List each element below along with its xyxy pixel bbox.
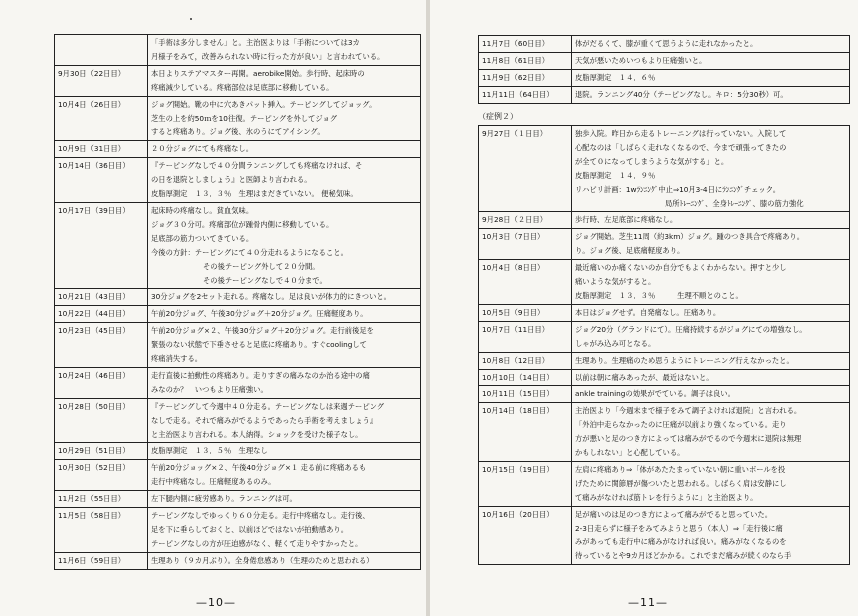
log-line: 午前20分ジョグ、午後30分ジョグ＋20分ジョグ。圧痛軽度あり。 xyxy=(151,309,368,319)
log-date: 10月11日（15日目） xyxy=(479,386,572,403)
log-line: 「手術は多分しません」と。主治医よりは「手術については3カ xyxy=(151,38,360,47)
log-line: り。ジョグ後、足底痛軽度あり。 xyxy=(575,246,685,256)
log-date: 11月2日（55日目） xyxy=(55,491,148,508)
case-label: （症例２） xyxy=(478,112,518,121)
log-row xyxy=(55,141,421,158)
log-date: 10月8日（12日目） xyxy=(479,352,572,369)
page-number-left: —10— xyxy=(196,596,236,609)
log-row xyxy=(55,202,421,288)
log-line: ２０分ジョグにても疼痛なし。 xyxy=(151,144,254,154)
log-row xyxy=(55,289,421,306)
log-entry xyxy=(148,491,421,508)
log-line: 『テーピングなしで４０分間ランニングしても疼痛なければ、そ xyxy=(151,161,363,171)
log-entry xyxy=(572,126,850,212)
log-entry xyxy=(572,506,850,565)
log-line: 2-3日走らずに様子をみてみようと思う（本人）⇒「走行後に痛 xyxy=(575,523,783,533)
log-entry xyxy=(572,386,850,403)
log-line: 30分ジョグを2セット走れる。疼痛なし。足は良いが体力的にきついと。 xyxy=(151,292,391,302)
log-date: 10月30日（52日目） xyxy=(55,460,148,491)
log-line: 以前は朝に痛みあったが、最近はないと。 xyxy=(575,372,714,382)
log-entry xyxy=(148,398,421,443)
log-date: 10月4日（26日目） xyxy=(55,96,148,141)
log-row xyxy=(55,460,421,491)
log-date: 10月5日（9日目） xyxy=(479,304,572,321)
log-line: 走行直後に拍動性の疼痛あり。走りすぎの痛みなのか治る途中の痛 xyxy=(151,370,370,380)
log-date: 11月5日（58日目） xyxy=(55,508,148,553)
log-row xyxy=(55,508,421,553)
log-entry xyxy=(148,443,421,460)
log-date: 10月9日（31日目） xyxy=(55,141,148,158)
log-row xyxy=(479,304,850,321)
log-line: 天気が悪いためいつもより圧痛強いと。 xyxy=(575,55,707,65)
log-row xyxy=(479,69,850,86)
log-line: 「外泊中走らなかったのに圧痛が以前より強くなっている。走り xyxy=(575,420,787,430)
log-line: 午前20分ジョグ×２、午後30分ジョグ＋20分ジョグ。走行前後足を xyxy=(151,326,374,336)
log-row xyxy=(479,403,850,462)
log-row xyxy=(55,158,421,203)
log-entry xyxy=(148,289,421,306)
log-date: 11月8日（61日目） xyxy=(479,52,572,69)
log-line: なしで走る。それで痛みがでるようであったら手術を考えましょう』 xyxy=(151,415,378,425)
log-line: ankle trainingの効果がでている。調子は良い。 xyxy=(575,389,735,399)
log-line: みがあっても走行中に痛みがなければ良い。痛みがなくなるのを xyxy=(575,537,787,547)
log-row xyxy=(479,369,850,386)
log-line: ジョグ20分（グランドにて）。圧痛持続するがジョグにての増強なし。 xyxy=(575,324,807,334)
log-line: 生理あり。生理痛のため思うようにトレーニング行えなかったと。 xyxy=(575,355,794,365)
log-date: 11月7日（60日目） xyxy=(479,36,572,53)
log-row xyxy=(55,65,421,96)
log-line: 独歩入院。昨日から走るトレーニングは行っていない。入院して xyxy=(575,129,787,138)
log-line: テーピングなしの方が圧迫感がなく、軽くて走りやすかったと。 xyxy=(151,538,363,548)
log-row xyxy=(479,52,850,69)
log-entry xyxy=(572,461,850,506)
log-line: 月様子をみて，改善みられない時に行った方が良い」と言われている。 xyxy=(151,51,385,61)
log-date: 10月21日（43日目） xyxy=(55,289,148,306)
log-date: 10月17日（39日目） xyxy=(55,202,148,288)
log-line: 体がだるくて、膝が重くて思うように走れなかったと。 xyxy=(575,39,758,48)
log-line: かもしれない」と心配している。 xyxy=(575,448,685,458)
log-line: と主治医より言われる。本人納得。ショックを受けた様子なし。 xyxy=(151,429,363,439)
log-entry xyxy=(572,260,850,305)
log-date: 10月15日（19日目） xyxy=(479,461,572,506)
log-line: 走行中疼痛なし。圧痛軽度あるのみ。 xyxy=(151,477,276,487)
log-date: 10月22日（44日目） xyxy=(55,306,148,323)
log-line: すると疼痛あり。ジョグ後、氷のうにてアイシング。 xyxy=(151,127,325,137)
log-entry xyxy=(572,36,850,53)
log-entry xyxy=(148,552,421,569)
log-line: 芝生の上を約50ｍを10往復。テーピングを外してジョグ xyxy=(151,113,338,123)
log-entry xyxy=(572,321,850,352)
log-line: 今後の方針：テーピングにて４０分走れるようになること。 xyxy=(151,247,348,257)
log-date: 10月14日（36日目） xyxy=(55,158,148,203)
log-row xyxy=(479,352,850,369)
log-date: 10月7日（11日目） xyxy=(479,321,572,352)
right-page xyxy=(430,0,858,616)
log-date: 11月9日（62日目） xyxy=(479,69,572,86)
log-line: 左下腿内側に疲労感あり。ランニングは可。 xyxy=(151,494,297,504)
log-line: 痛いような気がすると。 xyxy=(575,277,656,287)
log-row xyxy=(479,321,850,352)
log-date: 10月10日（14日目） xyxy=(479,369,572,386)
right-log-table-top xyxy=(478,35,850,104)
log-line: しゃがみ込み可となる。 xyxy=(575,338,656,348)
log-line: 待っているとや9カ月ほどかかる。これでまだ痛みが続くのなら手 xyxy=(575,551,792,561)
log-line: みなのか？ いつもより圧痛強い。 xyxy=(151,384,268,394)
log-entry xyxy=(148,323,421,368)
log-entry xyxy=(572,86,850,103)
log-line: 足が痛いのは足のつき方によって痛みがでると思っていた。 xyxy=(575,509,773,519)
log-row xyxy=(55,491,421,508)
log-row xyxy=(479,461,850,506)
log-date xyxy=(55,35,148,66)
log-line: 足底部の筋力ついてきている。 xyxy=(151,233,254,243)
log-entry xyxy=(572,352,850,369)
log-entry xyxy=(572,369,850,386)
log-entry xyxy=(148,202,421,288)
scan-speck xyxy=(190,18,192,20)
log-date: 9月30日（22日目） xyxy=(55,65,148,96)
log-line: リハビリ計画：1wﾗﾝﾆﾝｸﾞ中止⇒10月3-4日にﾗﾝﾆﾝｸﾞチェック。 xyxy=(575,184,781,194)
log-line: 午前20分ジョッグ×２、午後40分ジョグ×１ 走る前に疼痛あるも xyxy=(151,463,367,473)
log-entry xyxy=(572,69,850,86)
page-number-right: —11— xyxy=(628,596,668,609)
log-row xyxy=(479,260,850,305)
log-row xyxy=(479,36,850,53)
log-date: 10月3日（7日目） xyxy=(479,229,572,260)
log-line: が全て０になってしまうような気がする」と。 xyxy=(575,156,729,166)
log-entry xyxy=(148,367,421,398)
log-row xyxy=(479,229,850,260)
log-row xyxy=(55,552,421,569)
log-date: 10月4日（8日目） xyxy=(479,260,572,305)
right-log-table-case2 xyxy=(478,125,850,565)
log-entry xyxy=(148,35,421,66)
log-line: 局所ﾄﾚｰﾆﾝｸﾞ、全身ﾄﾚｰﾆﾝｸﾞ、膝の筋力強化 xyxy=(665,198,804,208)
log-row xyxy=(55,35,421,66)
log-line: その後テーピング外して２０分間。 xyxy=(203,261,320,271)
log-date: 10月14日（18日目） xyxy=(479,403,572,462)
log-date: 9月27日（１日目） xyxy=(479,126,572,212)
log-line: その後テーピングなしで４０分まで。 xyxy=(203,275,327,285)
log-line: 皮脂厚測定 １３．３％ 生理はまだきていない。 便秘気味。 xyxy=(151,189,358,199)
log-line: 生理あり（９カ月ぶり）。全身倦怠感あり（生理のためと思われる） xyxy=(151,555,374,565)
log-entry xyxy=(148,96,421,141)
log-date: 10月24日（46日目） xyxy=(55,367,148,398)
log-row xyxy=(55,96,421,141)
log-entry xyxy=(148,65,421,96)
log-line: 退院。ランニング40分（テーピングなし。キロ：5分30秒）可。 xyxy=(575,89,788,99)
log-entry xyxy=(572,229,850,260)
log-line: ジョグ３０分可。疼痛部位が踵骨内側に移動している。 xyxy=(151,219,334,229)
log-date: 10月29日（51日目） xyxy=(55,443,148,460)
left-page xyxy=(0,0,427,616)
log-row xyxy=(479,386,850,403)
log-row xyxy=(479,212,850,229)
log-line: 起床時の疼痛なし。貧血気味。 xyxy=(151,205,254,215)
log-entry xyxy=(572,403,850,462)
log-line: ジョグ開始。芝生11周（約3km）ジョグ。踵のつき具合で疼痛あり。 xyxy=(575,232,804,242)
log-date: 10月28日（50日目） xyxy=(55,398,148,443)
log-entry xyxy=(148,141,421,158)
log-date: 9月28日（２日目） xyxy=(479,212,572,229)
log-line: 左肩に疼痛あり⇒「体があたたまっていない朝に重いボールを投 xyxy=(575,464,786,474)
log-row xyxy=(55,367,421,398)
log-entry xyxy=(148,508,421,553)
log-row xyxy=(479,126,850,212)
log-line: 最近痛いのか痛くないのか自分でもよくわからない。押すと少し xyxy=(575,263,787,273)
log-row xyxy=(55,398,421,443)
log-entry xyxy=(148,460,421,491)
log-line: 主治医より「今週末まで様子をみて調子よければ退院」と言われる。 xyxy=(575,406,802,416)
log-line: 緊張のない状態で下垂させると足底に疼痛あり。すぐcoolingして xyxy=(151,340,367,350)
left-log-table xyxy=(54,34,421,570)
log-line: げたために関節唇が傷ついたと思われる。しばらく肩は安静にし xyxy=(575,478,787,488)
log-date: 11月11日（64日目） xyxy=(479,86,572,103)
log-line: 疼痛消失する。 xyxy=(151,354,203,364)
log-line: 心配なのは「しばらく走れなくなるので、今まで頑張ってきたの xyxy=(575,142,787,152)
log-row xyxy=(55,306,421,323)
log-line: 本日よりステアマスター再開。aerobike開始。歩行時、起床時の xyxy=(151,68,365,78)
log-line: 皮脂厚測定 １３．５％ 生理なし xyxy=(151,446,268,456)
log-line: ジョグ開始。靴の中に穴あきパット挿入。テーピングしてジョッグ。 xyxy=(151,99,377,109)
log-line: 皮脂厚測定 １３．３％ 生理不順とのこと。 xyxy=(575,290,743,300)
log-entry xyxy=(572,52,850,69)
log-row xyxy=(479,506,850,565)
log-line: 皮脂厚測定 １４．９％ xyxy=(575,170,656,180)
log-row xyxy=(479,86,850,103)
log-line: テーピングなしでゆっくり６０分走る。走行中疼痛なし。走行後、 xyxy=(151,511,370,521)
log-line: て痛みがなければ筋トレを行うように」と主治医より。 xyxy=(575,492,758,502)
log-row xyxy=(55,323,421,368)
log-line: 足を下に垂らしておくと、以前ほどではないが拍動感あり。 xyxy=(151,525,349,534)
log-line: 『テーピングして今週中４０分走る。テーピングなしは来週テーピング xyxy=(151,401,385,411)
log-line: 歩行時、左足底部に疼痛なし。 xyxy=(575,215,678,225)
log-date: 10月23日（45日目） xyxy=(55,323,148,368)
log-entry xyxy=(148,158,421,203)
log-date: 11月6日（59日目） xyxy=(55,552,148,569)
log-line: 皮脂厚測定 １４．６％ xyxy=(575,72,656,82)
log-line: 疼痛減少している。疼痛部位は足底部に移動している。 xyxy=(151,82,334,92)
log-entry xyxy=(572,304,850,321)
log-line: 方が悪いと足のつき方によっては痛みがでるので今週末に退院は無理 xyxy=(575,434,802,444)
log-line: の日を退院としましょう』と医師より言われる。 xyxy=(151,175,312,185)
log-date: 10月16日（20日目） xyxy=(479,506,572,565)
log-row xyxy=(55,443,421,460)
log-entry xyxy=(572,212,850,229)
log-line: 本日はジョグせず。自発痛なし。圧痛あり。 xyxy=(575,307,721,317)
log-entry xyxy=(148,306,421,323)
